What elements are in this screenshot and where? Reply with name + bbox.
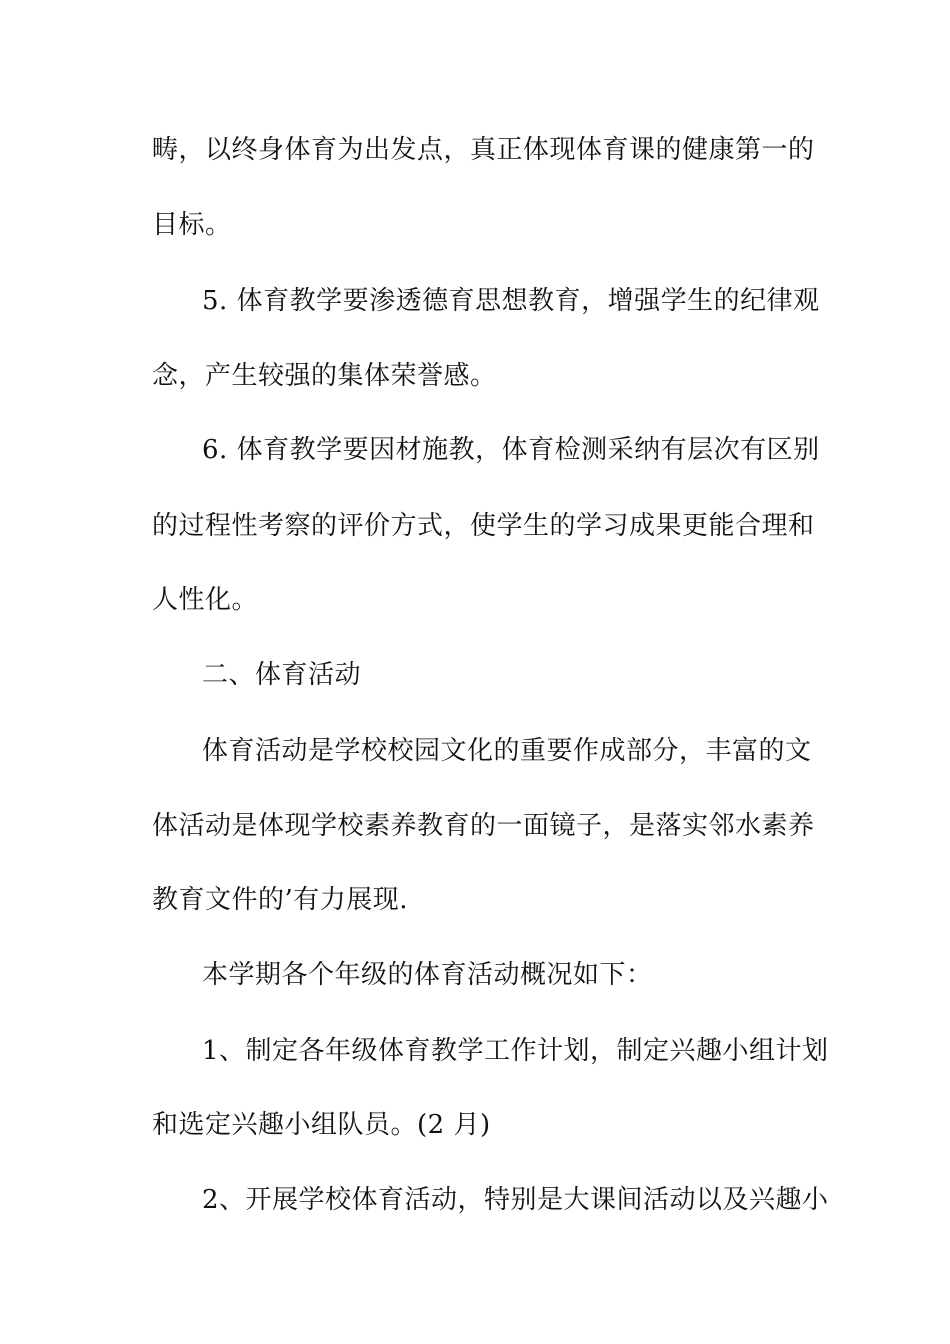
text-line: 和选定兴趣小组队员。(2 月) bbox=[152, 1110, 491, 1140]
list-item-2: 2、开展学校体育活动，特别是大课间活动以及兴趣小 bbox=[202, 1185, 829, 1215]
paragraph-line: 体育活动是学校校园文化的重要作成部分，丰富的文 bbox=[202, 736, 812, 766]
paragraph-line: 本学期各个年级的体育活动概况如下： bbox=[202, 960, 653, 990]
paragraph-line: 教育文件的’有力展现. bbox=[152, 885, 409, 915]
text-line: 目标。 bbox=[152, 210, 232, 240]
text-line: 念，产生较强的集体荣誉感。 bbox=[152, 361, 497, 391]
text-line: 人性化。 bbox=[152, 585, 259, 615]
list-item-6: 6. 体育教学要因材施教，体育检测采纳有层次有区别 bbox=[202, 435, 820, 465]
text-line: 畴，以终身体育为出发点，真正体现体育课的健康第一的 bbox=[152, 135, 815, 165]
list-item-5: 5. 体育教学要渗透德育思想教育，增强学生的纪律观 bbox=[202, 286, 820, 316]
section-heading: 二、体育活动 bbox=[202, 660, 362, 690]
text-line: 的过程性考察的评价方式，使学生的学习成果更能合理和 bbox=[152, 511, 815, 541]
list-item-1: 1、制定各年级体育教学工作计划，制定兴趣小组计划 bbox=[202, 1036, 829, 1066]
paragraph-line: 体活动是体现学校素养教育的一面镜子，是落实邻水素养 bbox=[152, 811, 815, 841]
